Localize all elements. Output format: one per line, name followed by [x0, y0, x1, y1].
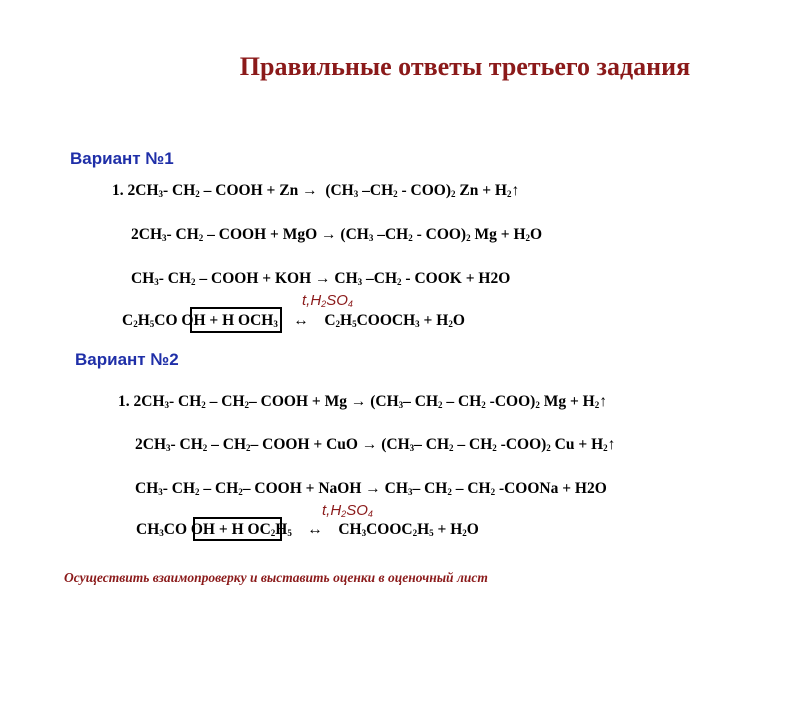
- v2-equation-4: $CH_3CO$ OH + H $OC_2H_5$ ↔ $CH_3COOC_2H_5 + H_2O$: [136, 521, 479, 538]
- v2-equation-1: 1. $2CH_3-$ $CH_2 - CH_2-$ COOH + $Mg \to (CH_3-$ $CH_2 - CH_2$ $-COO)_2$ $Mg + H_2↑$: [118, 393, 607, 410]
- page-title: Правильные ответы третьего задания: [239, 52, 691, 81]
- v1-equation-3: $CH_3-$ $CH_2$ – COOH + KOH → $CH_3$ $-CH_2$ - COOK + H2O: [131, 270, 511, 287]
- instruction-note: Осуществить взаимопроверку и выставить оценки в оценочный лист: [64, 570, 488, 585]
- v1-catalyst-label: $t,H_2SO_4$: [302, 292, 353, 309]
- v1-equation-4: $C_2H_5CO$ OH + H $OCH_3$ ↔ $C_2H_5COOCH_3 + H_2O$: [122, 312, 465, 329]
- variant-1-heading: Вариант №1: [70, 149, 174, 168]
- v1-equation-1: 1. $2CH_3-$ $CH_2$ – COOH + $Zn \to (CH_3$ $-CH_2 - COO)_2$ $Zn + H_2↑$: [112, 182, 520, 199]
- v2-equation-3: $CH_3-$ $CH_2 - CH_2-$ COOH + NaOH → $CH_3-$ $CH_2 - CH_2$ -COONa + H2O: [135, 480, 607, 497]
- v2-catalyst-label: $t,H_2SO_4$: [322, 502, 373, 519]
- v2-equation-2: $2CH_3-$ $CH_2 - CH_2-$ COOH + CuO → ($CH_3-$ $CH_2 - CH_2$ $-COO)_2$ $Cu + H_2↑$: [135, 436, 616, 453]
- v1-equation-2: $2CH_3-$ $CH_2$ – COOH + MgO → ($CH_3$ $-CH_2 - COO)_2$ $Mg + H_2O$: [131, 226, 543, 243]
- variant-2-heading: Вариант №2: [75, 350, 179, 369]
